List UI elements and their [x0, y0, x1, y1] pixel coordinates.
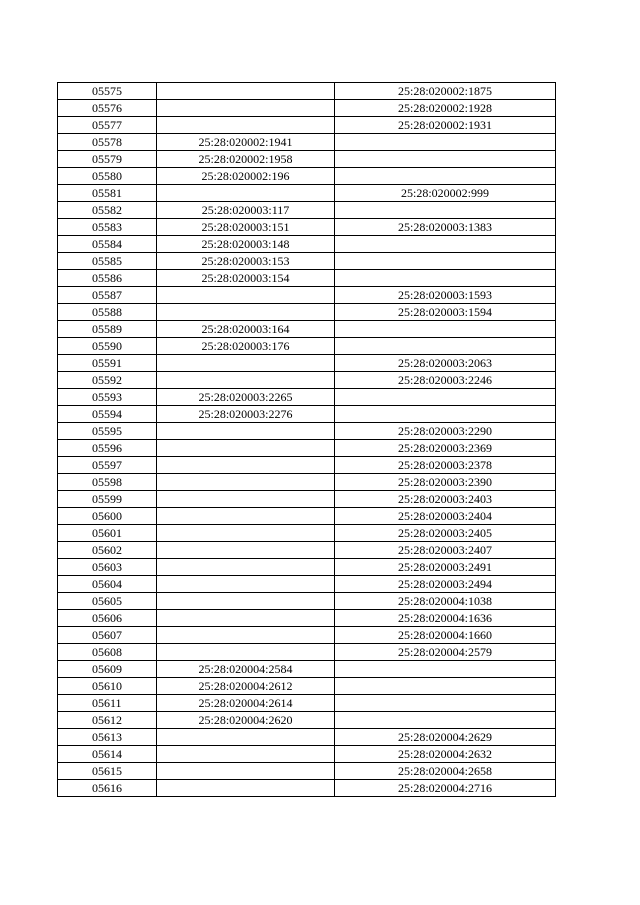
table-row — [58, 355, 556, 372]
cadastral-number-cell-b: 25:28:020003:2063 — [335, 355, 556, 372]
row-number-cell: 05609 — [58, 661, 157, 678]
cadastral-number-cell-a — [157, 491, 335, 508]
table-row — [58, 372, 556, 389]
row-number-cell: 05602 — [58, 542, 157, 559]
table-row — [58, 678, 556, 695]
cadastral-number-cell-b: 25:28:020003:2378 — [335, 457, 556, 474]
cadastral-number-cell-b: 25:28:020002:1928 — [335, 100, 556, 117]
cadastral-number-cell-a — [157, 576, 335, 593]
row-number-cell: 05604 — [58, 576, 157, 593]
cadastral-number-cell-a — [157, 593, 335, 610]
cadastral-number-cell-a — [157, 627, 335, 644]
cadastral-number-cell-b: 25:28:020003:2405 — [335, 525, 556, 542]
table-row — [58, 321, 556, 338]
cadastral-number-cell-a: 25:28:020003:148 — [157, 236, 335, 253]
cadastral-number-cell-b — [335, 678, 556, 695]
cadastral-number-cell-b — [335, 253, 556, 270]
row-number-cell: 05615 — [58, 763, 157, 780]
row-number-cell: 05600 — [58, 508, 157, 525]
cadastral-number-cell-b: 25:28:020003:2403 — [335, 491, 556, 508]
cadastral-number-cell-a: 25:28:020003:117 — [157, 202, 335, 219]
cadastral-number-cell-b: 25:28:020004:2716 — [335, 780, 556, 797]
row-number-cell: 05582 — [58, 202, 157, 219]
document-page — [57, 82, 555, 797]
row-number-cell: 05576 — [58, 100, 157, 117]
cadastral-number-cell-b: 25:28:020004:2632 — [335, 746, 556, 763]
cadastral-number-cell-a — [157, 355, 335, 372]
table-row — [58, 253, 556, 270]
cadastral-number-cell-a: 25:28:020004:2620 — [157, 712, 335, 729]
table-row — [58, 661, 556, 678]
cadastral-number-cell-a — [157, 423, 335, 440]
row-number-cell: 05577 — [58, 117, 157, 134]
cadastral-number-cell-b: 25:28:020003:2290 — [335, 423, 556, 440]
cadastral-number-cell-b: 25:28:020003:1594 — [335, 304, 556, 321]
cadastral-number-cell-a: 25:28:020004:2614 — [157, 695, 335, 712]
row-number-cell: 05590 — [58, 338, 157, 355]
table-row — [58, 440, 556, 457]
cadastral-number-cell-b: 25:28:020003:1383 — [335, 219, 556, 236]
row-number-cell: 05592 — [58, 372, 157, 389]
cadastral-number-cell-b — [335, 321, 556, 338]
table-row — [58, 185, 556, 202]
table-body — [58, 83, 556, 797]
table-row — [58, 593, 556, 610]
cadastral-number-cell-b: 25:28:020003:2404 — [335, 508, 556, 525]
cadastral-number-cell-a: 25:28:020003:151 — [157, 219, 335, 236]
cadastral-number-cell-a — [157, 542, 335, 559]
row-number-cell: 05614 — [58, 746, 157, 763]
cadastral-number-cell-a: 25:28:020003:2265 — [157, 389, 335, 406]
table-row — [58, 627, 556, 644]
cadastral-number-cell-a — [157, 287, 335, 304]
cadastral-number-cell-a — [157, 440, 335, 457]
cadastral-number-cell-b: 25:28:020003:2491 — [335, 559, 556, 576]
cadastral-number-cell-a: 25:28:020003:153 — [157, 253, 335, 270]
table-row — [58, 423, 556, 440]
row-number-cell: 05597 — [58, 457, 157, 474]
cadastral-number-cell-b: 25:28:020004:1038 — [335, 593, 556, 610]
table-row — [58, 525, 556, 542]
cadastral-number-cell-b — [335, 712, 556, 729]
cadastral-number-cell-a: 25:28:020003:154 — [157, 270, 335, 287]
cadastral-number-cell-b — [335, 134, 556, 151]
cadastral-number-cell-a: 25:28:020002:1958 — [157, 151, 335, 168]
table-row — [58, 644, 556, 661]
row-number-cell: 05598 — [58, 474, 157, 491]
cadastral-number-cell-b: 25:28:020003:2246 — [335, 372, 556, 389]
cadastral-number-cell-a — [157, 457, 335, 474]
cadastral-number-cell-a: 25:28:020004:2584 — [157, 661, 335, 678]
row-number-cell: 05593 — [58, 389, 157, 406]
cadastral-number-cell-a: 25:28:020002:196 — [157, 168, 335, 185]
cadastral-number-cell-b: 25:28:020003:2369 — [335, 440, 556, 457]
row-number-cell: 05588 — [58, 304, 157, 321]
cadastral-number-cell-b — [335, 270, 556, 287]
cadastral-number-cell-b: 25:28:020003:2407 — [335, 542, 556, 559]
table-row — [58, 559, 556, 576]
cadastral-number-cell-a — [157, 100, 335, 117]
cadastral-number-cell-a — [157, 83, 335, 100]
cadastral-number-cell-b — [335, 695, 556, 712]
cadastral-number-cell-a — [157, 117, 335, 134]
table-row — [58, 389, 556, 406]
table-row — [58, 151, 556, 168]
cadastral-number-cell-a: 25:28:020003:176 — [157, 338, 335, 355]
table-row — [58, 491, 556, 508]
table-row — [58, 304, 556, 321]
row-number-cell: 05601 — [58, 525, 157, 542]
row-number-cell: 05581 — [58, 185, 157, 202]
table-row — [58, 780, 556, 797]
cadastral-number-cell-a — [157, 746, 335, 763]
cadastral-number-cell-a — [157, 610, 335, 627]
table-row — [58, 457, 556, 474]
cadastral-number-cell-a — [157, 763, 335, 780]
table-row — [58, 746, 556, 763]
row-number-cell: 05578 — [58, 134, 157, 151]
table-row — [58, 406, 556, 423]
table-row — [58, 83, 556, 100]
cadastral-number-cell-a — [157, 559, 335, 576]
row-number-cell: 05616 — [58, 780, 157, 797]
cadastral-number-cell-a — [157, 780, 335, 797]
cadastral-number-cell-b: 25:28:020002:1931 — [335, 117, 556, 134]
cadastral-number-cell-b — [335, 151, 556, 168]
row-number-cell: 05587 — [58, 287, 157, 304]
cadastral-number-cell-a: 25:28:020003:2276 — [157, 406, 335, 423]
row-number-cell: 05613 — [58, 729, 157, 746]
row-number-cell: 05603 — [58, 559, 157, 576]
row-number-cell: 05583 — [58, 219, 157, 236]
table-row — [58, 474, 556, 491]
cadastral-number-cell-a: 25:28:020003:164 — [157, 321, 335, 338]
cadastral-number-cell-b: 25:28:020003:2494 — [335, 576, 556, 593]
row-number-cell: 05575 — [58, 83, 157, 100]
cadastral-number-cell-b — [335, 661, 556, 678]
row-number-cell: 05589 — [58, 321, 157, 338]
cadastral-number-table — [57, 82, 556, 797]
cadastral-number-cell-b: 25:28:020004:2658 — [335, 763, 556, 780]
row-number-cell: 05584 — [58, 236, 157, 253]
row-number-cell: 05579 — [58, 151, 157, 168]
row-number-cell: 05610 — [58, 678, 157, 695]
cadastral-number-cell-a — [157, 304, 335, 321]
table-row — [58, 219, 556, 236]
cadastral-number-cell-b — [335, 338, 556, 355]
row-number-cell: 05594 — [58, 406, 157, 423]
table-row — [58, 542, 556, 559]
cadastral-number-cell-a — [157, 729, 335, 746]
table-row — [58, 100, 556, 117]
table-row — [58, 763, 556, 780]
table-row — [58, 117, 556, 134]
row-number-cell: 05585 — [58, 253, 157, 270]
cadastral-number-cell-b: 25:28:020002:999 — [335, 185, 556, 202]
table-row — [58, 287, 556, 304]
cadastral-number-cell-b: 25:28:020002:1875 — [335, 83, 556, 100]
cadastral-number-cell-a — [157, 508, 335, 525]
cadastral-number-cell-b: 25:28:020004:2579 — [335, 644, 556, 661]
cadastral-number-cell-a: 25:28:020002:1941 — [157, 134, 335, 151]
cadastral-number-cell-b: 25:28:020003:2390 — [335, 474, 556, 491]
cadastral-number-cell-a — [157, 474, 335, 491]
table-row — [58, 610, 556, 627]
cadastral-number-cell-a — [157, 372, 335, 389]
cadastral-number-cell-b — [335, 406, 556, 423]
table-row — [58, 270, 556, 287]
cadastral-number-cell-a — [157, 644, 335, 661]
table-row — [58, 712, 556, 729]
table-row — [58, 202, 556, 219]
row-number-cell: 05591 — [58, 355, 157, 372]
cadastral-number-cell-a — [157, 525, 335, 542]
row-number-cell: 05580 — [58, 168, 157, 185]
table-row — [58, 236, 556, 253]
cadastral-number-cell-b — [335, 202, 556, 219]
table-row — [58, 168, 556, 185]
cadastral-number-cell-b — [335, 389, 556, 406]
row-number-cell: 05612 — [58, 712, 157, 729]
table-row — [58, 134, 556, 151]
table-row — [58, 508, 556, 525]
cadastral-number-cell-b: 25:28:020004:1660 — [335, 627, 556, 644]
row-number-cell: 05599 — [58, 491, 157, 508]
table-row — [58, 695, 556, 712]
row-number-cell: 05611 — [58, 695, 157, 712]
table-row — [58, 338, 556, 355]
row-number-cell: 05606 — [58, 610, 157, 627]
table-row — [58, 576, 556, 593]
row-number-cell: 05605 — [58, 593, 157, 610]
cadastral-number-cell-b: 25:28:020004:2629 — [335, 729, 556, 746]
cadastral-number-cell-b: 25:28:020004:1636 — [335, 610, 556, 627]
row-number-cell: 05595 — [58, 423, 157, 440]
cadastral-number-cell-b: 25:28:020003:1593 — [335, 287, 556, 304]
row-number-cell: 05608 — [58, 644, 157, 661]
row-number-cell: 05607 — [58, 627, 157, 644]
table-row — [58, 729, 556, 746]
cadastral-number-cell-b — [335, 168, 556, 185]
row-number-cell: 05596 — [58, 440, 157, 457]
cadastral-number-cell-b — [335, 236, 556, 253]
cadastral-number-cell-a: 25:28:020004:2612 — [157, 678, 335, 695]
row-number-cell: 05586 — [58, 270, 157, 287]
cadastral-number-cell-a — [157, 185, 335, 202]
